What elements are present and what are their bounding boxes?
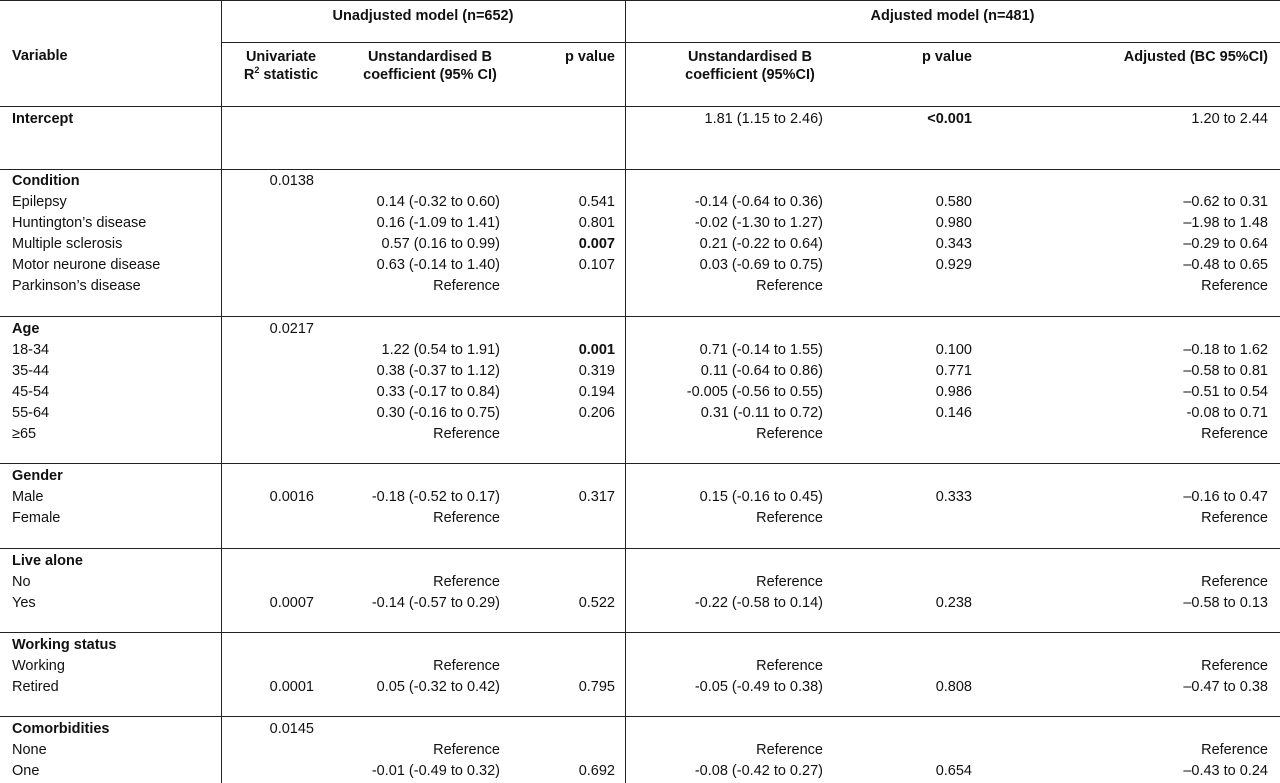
p-value-cell: 0.001 <box>578 342 615 358</box>
adj-b-coefficient-cell: Reference <box>756 278 823 294</box>
rule-top <box>0 0 1280 1</box>
p-value-cell: 0.692 <box>578 763 615 779</box>
bc-ci-cell: Reference <box>1201 278 1268 294</box>
rule-section <box>0 169 1280 170</box>
bc-ci-cell: Reference <box>1201 426 1268 442</box>
row-label: Age <box>12 321 40 337</box>
header-unadjusted: Unadjusted model (n=652) <box>332 8 514 24</box>
b-coefficient-cell: -0.18 (-0.52 to 0.17) <box>371 489 500 505</box>
rule-header-bottom <box>0 106 1280 107</box>
p-value-cell: 0.317 <box>578 489 615 505</box>
adj-b-coefficient-cell: -0.14 (-0.64 to 0.36) <box>694 194 823 210</box>
adj-b-coefficient-cell: -0.05 (-0.49 to 0.38) <box>694 679 823 695</box>
row-label: Intercept <box>12 111 74 127</box>
r2-cell: 0.0016 <box>269 489 314 505</box>
b-coefficient-cell: 1.22 (0.54 to 1.91) <box>381 342 500 358</box>
row-label: Gender <box>12 468 63 484</box>
bc-ci-cell: Reference <box>1201 574 1268 590</box>
row-label: Motor neurone disease <box>12 257 161 273</box>
bc-ci-cell: -0.08 to 0.71 <box>1186 405 1268 421</box>
b-coefficient-cell: 0.33 (-0.17 to 0.84) <box>376 384 500 400</box>
b-coefficient-cell: Reference <box>433 426 500 442</box>
p-value-cell: 0.107 <box>578 257 615 273</box>
header-variable: Variable <box>12 48 68 64</box>
header-p-value: p value <box>565 49 615 65</box>
p-value-cell: 0.319 <box>578 363 615 379</box>
bc-ci-cell: –0.18 to 1.62 <box>1183 342 1268 358</box>
row-label: Female <box>12 510 61 526</box>
p-value-cell: 0.801 <box>578 215 615 231</box>
r2-cell: 0.0001 <box>269 679 314 695</box>
bc-ci-cell: –0.47 to 0.38 <box>1183 679 1268 695</box>
bc-ci-cell: –0.62 to 0.31 <box>1183 194 1268 210</box>
row-label: None <box>12 742 47 758</box>
bc-ci-cell: –0.58 to 0.81 <box>1183 363 1268 379</box>
p-value-cell: 0.206 <box>578 405 615 421</box>
adj-p-value-cell: 0.980 <box>935 215 972 231</box>
p-value-cell: 0.541 <box>578 194 615 210</box>
bc-ci-cell: –0.16 to 0.47 <box>1183 489 1268 505</box>
header-adj-p-value: p value <box>922 49 972 65</box>
adj-b-coefficient-cell: 0.31 (-0.11 to 0.72) <box>700 405 823 421</box>
p-value-cell: 0.795 <box>578 679 615 695</box>
adj-b-coefficient-cell: 0.21 (-0.22 to 0.64) <box>699 236 823 252</box>
row-label: Working status <box>12 637 117 653</box>
row-label: 35-44 <box>12 363 50 379</box>
header-r2: Univariate $R^2$ statistic <box>243 49 319 83</box>
adj-b-coefficient-cell: Reference <box>756 510 823 526</box>
r2-cell: 0.0217 <box>269 321 314 337</box>
b-coefficient-cell: 0.63 (-0.14 to 1.40) <box>376 257 500 273</box>
b-coefficient-cell: 0.16 (-1.09 to 1.41) <box>376 215 500 231</box>
adj-b-coefficient-cell: 0.11 (-0.64 to 0.86) <box>700 363 823 379</box>
b-coefficient-cell: Reference <box>433 742 500 758</box>
adj-p-value-cell: 0.654 <box>935 763 972 779</box>
adj-b-coefficient-cell: -0.08 (-0.42 to 0.27) <box>694 763 823 779</box>
p-value-cell: 0.007 <box>578 236 615 252</box>
b-coefficient-cell: 0.30 (-0.16 to 0.75) <box>376 405 500 421</box>
row-label: ≥65 <box>12 426 37 442</box>
adj-b-coefficient-cell: -0.02 (-1.30 to 1.27) <box>694 215 823 231</box>
adj-p-value-cell: 0.238 <box>935 595 972 611</box>
b-coefficient-cell: 0.38 (-0.37 to 1.12) <box>376 363 500 379</box>
adj-p-value-cell: 0.986 <box>935 384 972 400</box>
adj-b-coefficient-cell: Reference <box>756 574 823 590</box>
adj-b-coefficient-cell: 0.03 (-0.69 to 0.75) <box>699 257 823 273</box>
adj-b-coefficient-cell: Reference <box>756 426 823 442</box>
rule-section <box>0 632 1280 633</box>
bc-ci-cell: –0.29 to 0.64 <box>1183 236 1268 252</box>
b-coefficient-cell: Reference <box>433 278 500 294</box>
bc-ci-cell: –0.48 to 0.65 <box>1183 257 1268 273</box>
bc-ci-cell: 1.20 to 2.44 <box>1191 111 1268 127</box>
bc-ci-cell: –0.43 to 0.24 <box>1183 763 1268 779</box>
adj-p-value-cell: 0.146 <box>935 405 972 421</box>
adj-b-coefficient-cell: -0.22 (-0.58 to 0.14) <box>694 595 823 611</box>
bc-ci-cell: –1.98 to 1.48 <box>1183 215 1268 231</box>
adj-b-coefficient-cell: Reference <box>756 658 823 674</box>
column-divider <box>221 0 222 783</box>
header-b-coefficient: Unstandardised B coefficient (95% CI) <box>363 49 497 83</box>
row-label: No <box>12 574 31 590</box>
r2-cell: 0.0138 <box>269 173 314 189</box>
b-coefficient-cell: Reference <box>433 510 500 526</box>
adj-p-value-cell: 0.580 <box>935 194 972 210</box>
bc-ci-cell: Reference <box>1201 658 1268 674</box>
b-coefficient-cell: -0.01 (-0.49 to 0.32) <box>371 763 500 779</box>
adj-b-coefficient-cell: 0.71 (-0.14 to 1.55) <box>699 342 823 358</box>
row-label: Male <box>12 489 44 505</box>
row-label: 18-34 <box>12 342 50 358</box>
r2-cell: 0.0007 <box>269 595 314 611</box>
row-label: Condition <box>12 173 80 189</box>
adj-p-value-cell: 0.100 <box>935 342 972 358</box>
row-label: Huntington’s disease <box>12 215 147 231</box>
adj-p-value-cell: 0.771 <box>935 363 972 379</box>
row-label: 45-54 <box>12 384 50 400</box>
header-adjusted: Adjusted model (n=481) <box>870 8 1035 24</box>
adj-p-value-cell: 0.333 <box>935 489 972 505</box>
p-value-cell: 0.522 <box>578 595 615 611</box>
adj-b-coefficient-cell: -0.005 (-0.56 to 0.55) <box>686 384 823 400</box>
bc-ci-cell: –0.58 to 0.13 <box>1183 595 1268 611</box>
b-coefficient-cell: -0.14 (-0.57 to 0.29) <box>371 595 500 611</box>
row-label: Working <box>12 658 65 674</box>
rule-header-group <box>221 42 1280 43</box>
b-coefficient-cell: 0.05 (-0.32 to 0.42) <box>376 679 500 695</box>
header-adj-b-coefficient: Unstandardised B coefficient (95%CI) <box>685 49 815 83</box>
row-label: Retired <box>12 679 59 695</box>
r2-cell: 0.0145 <box>269 721 314 737</box>
bc-ci-cell: Reference <box>1201 742 1268 758</box>
b-coefficient-cell: 0.14 (-0.32 to 0.60) <box>376 194 500 210</box>
adj-p-value-cell: 0.929 <box>935 257 972 273</box>
p-value-cell: 0.194 <box>578 384 615 400</box>
row-label: Multiple sclerosis <box>12 236 123 252</box>
row-label: Epilepsy <box>12 194 67 210</box>
b-coefficient-cell: Reference <box>433 574 500 590</box>
b-coefficient-cell: Reference <box>433 658 500 674</box>
row-label: 55-64 <box>12 405 50 421</box>
row-label: Comorbidities <box>12 721 110 737</box>
row-label: Parkinson’s disease <box>12 278 141 294</box>
adj-b-coefficient-cell: Reference <box>756 742 823 758</box>
rule-section <box>0 463 1280 464</box>
row-label: Yes <box>12 595 36 611</box>
adj-b-coefficient-cell: 1.81 (1.15 to 2.46) <box>704 111 823 127</box>
adj-p-value-cell: <0.001 <box>927 111 972 127</box>
row-label: Live alone <box>12 553 83 569</box>
adj-p-value-cell: 0.808 <box>935 679 972 695</box>
header-bc-ci: Adjusted (BC 95%CI) <box>1123 49 1268 65</box>
rule-section <box>0 716 1280 717</box>
rule-section <box>0 548 1280 549</box>
rule-section <box>0 316 1280 317</box>
bc-ci-cell: Reference <box>1201 510 1268 526</box>
adj-b-coefficient-cell: 0.15 (-0.16 to 0.45) <box>699 489 823 505</box>
column-divider <box>625 0 626 783</box>
b-coefficient-cell: 0.57 (0.16 to 0.99) <box>381 236 500 252</box>
adj-p-value-cell: 0.343 <box>935 236 972 252</box>
bc-ci-cell: –0.51 to 0.54 <box>1183 384 1268 400</box>
row-label: One <box>12 763 40 779</box>
